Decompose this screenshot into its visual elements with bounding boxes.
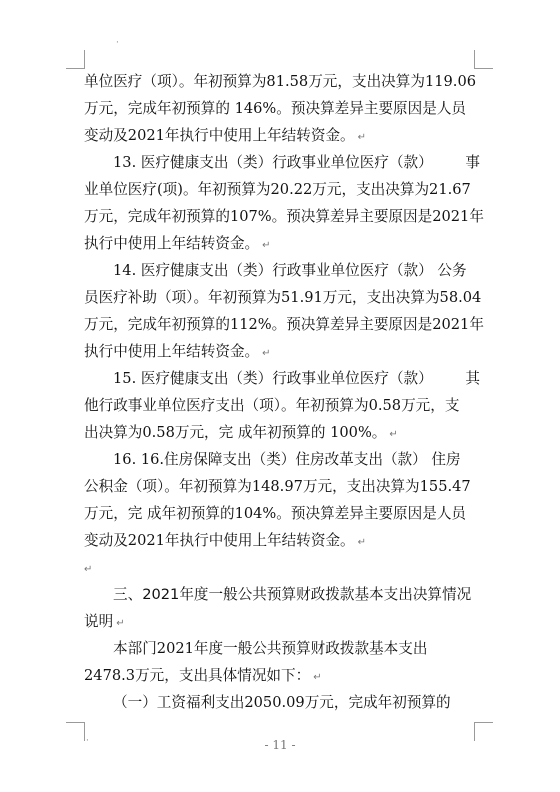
text-line: 执行中使用上年结转资金。 ↵ (84, 235, 271, 252)
text-line: 执行中使用上年结转资金。 ↵ (84, 343, 271, 360)
text-line: 变动及2021年执行中使用上年结转资金。 ↵ (84, 127, 367, 144)
paragraph-mark: ↵ (262, 348, 271, 359)
page-number: - 11 - (264, 738, 296, 752)
crop-mark-top-right (474, 50, 493, 69)
section-heading: 三、2021年度一般公共预算财政拨款基本支出决算情况 (113, 586, 472, 603)
header-mark: · (116, 38, 119, 48)
text-line: 出决算为0.58万元，完 成年初预算的 100%。 ↵ (84, 424, 398, 441)
text-line: 本部门2021年度一般公共预算财政拨款基本支出 (113, 640, 428, 657)
paragraph-mark: ↵ (84, 564, 93, 575)
text-line: 15. 医疗健康支出（类）行政事业单位医疗（款） 其 (113, 370, 480, 387)
paragraph-mark: ↵ (262, 240, 271, 251)
section-heading: 说明 ↵ (84, 613, 125, 630)
text-line: 单位医疗（项）。年初预算为81.58万元，支出决算为119.06 (84, 73, 477, 90)
text-line: 万元，完成年初预算的112%。预决算差异主要原因是2021年 (84, 316, 484, 333)
text-line: 公积金（项）。年初预算为148.97万元，支出决算为155.47 (84, 478, 471, 495)
text-line: 他行政事业单位医疗支出（项）。年初预算为0.58万元，支 (84, 397, 460, 414)
text-line: 万元，完成年初预算的 146%。预决算差异主要原因是人员 (84, 100, 467, 117)
text-line: 万元，完成年初预算的107%。预决算差异主要原因是2021年 (84, 208, 484, 225)
paragraph-mark: ↵ (389, 429, 398, 440)
paragraph-mark: ↵ (357, 132, 367, 143)
empty-paragraph (84, 554, 480, 581)
footer-mark: · (86, 736, 89, 746)
text-line: 13. 医疗健康支出（类）行政事业单位医疗（款） 事 (113, 154, 480, 171)
text-line: 员医疗补助（项）。年初预算为51.91万元，支出决算为58.04 (84, 289, 482, 306)
paragraph-mark: ↵ (313, 672, 322, 683)
text-line: 万元，完 成年初预算的104%。预决算差异主要原因是人员 (84, 505, 467, 522)
paragraph-mark: ↵ (357, 537, 367, 548)
text-line: 2478.3万元，支出具体情况如下： ↵ (84, 667, 322, 684)
text-line: （一）工资福利支出2050.09万元，完成年初预算的 (113, 694, 451, 711)
text-line: 业单位医疗(项)。年初预算为20.22万元，支出决算为21.67 (84, 181, 471, 198)
text-line: 14. 医疗健康支出（类）行政事业单位医疗（款） 公务 (113, 262, 467, 279)
body-text (84, 68, 484, 716)
text-line: 16. 16.住房保障支出（类）住房改革支出（款） 住房 (113, 451, 461, 468)
paragraph-mark: ↵ (116, 618, 125, 629)
crop-mark-top-left (66, 50, 85, 69)
text-line: 变动及2021年执行中使用上年结转资金。 ↵ (84, 532, 367, 549)
